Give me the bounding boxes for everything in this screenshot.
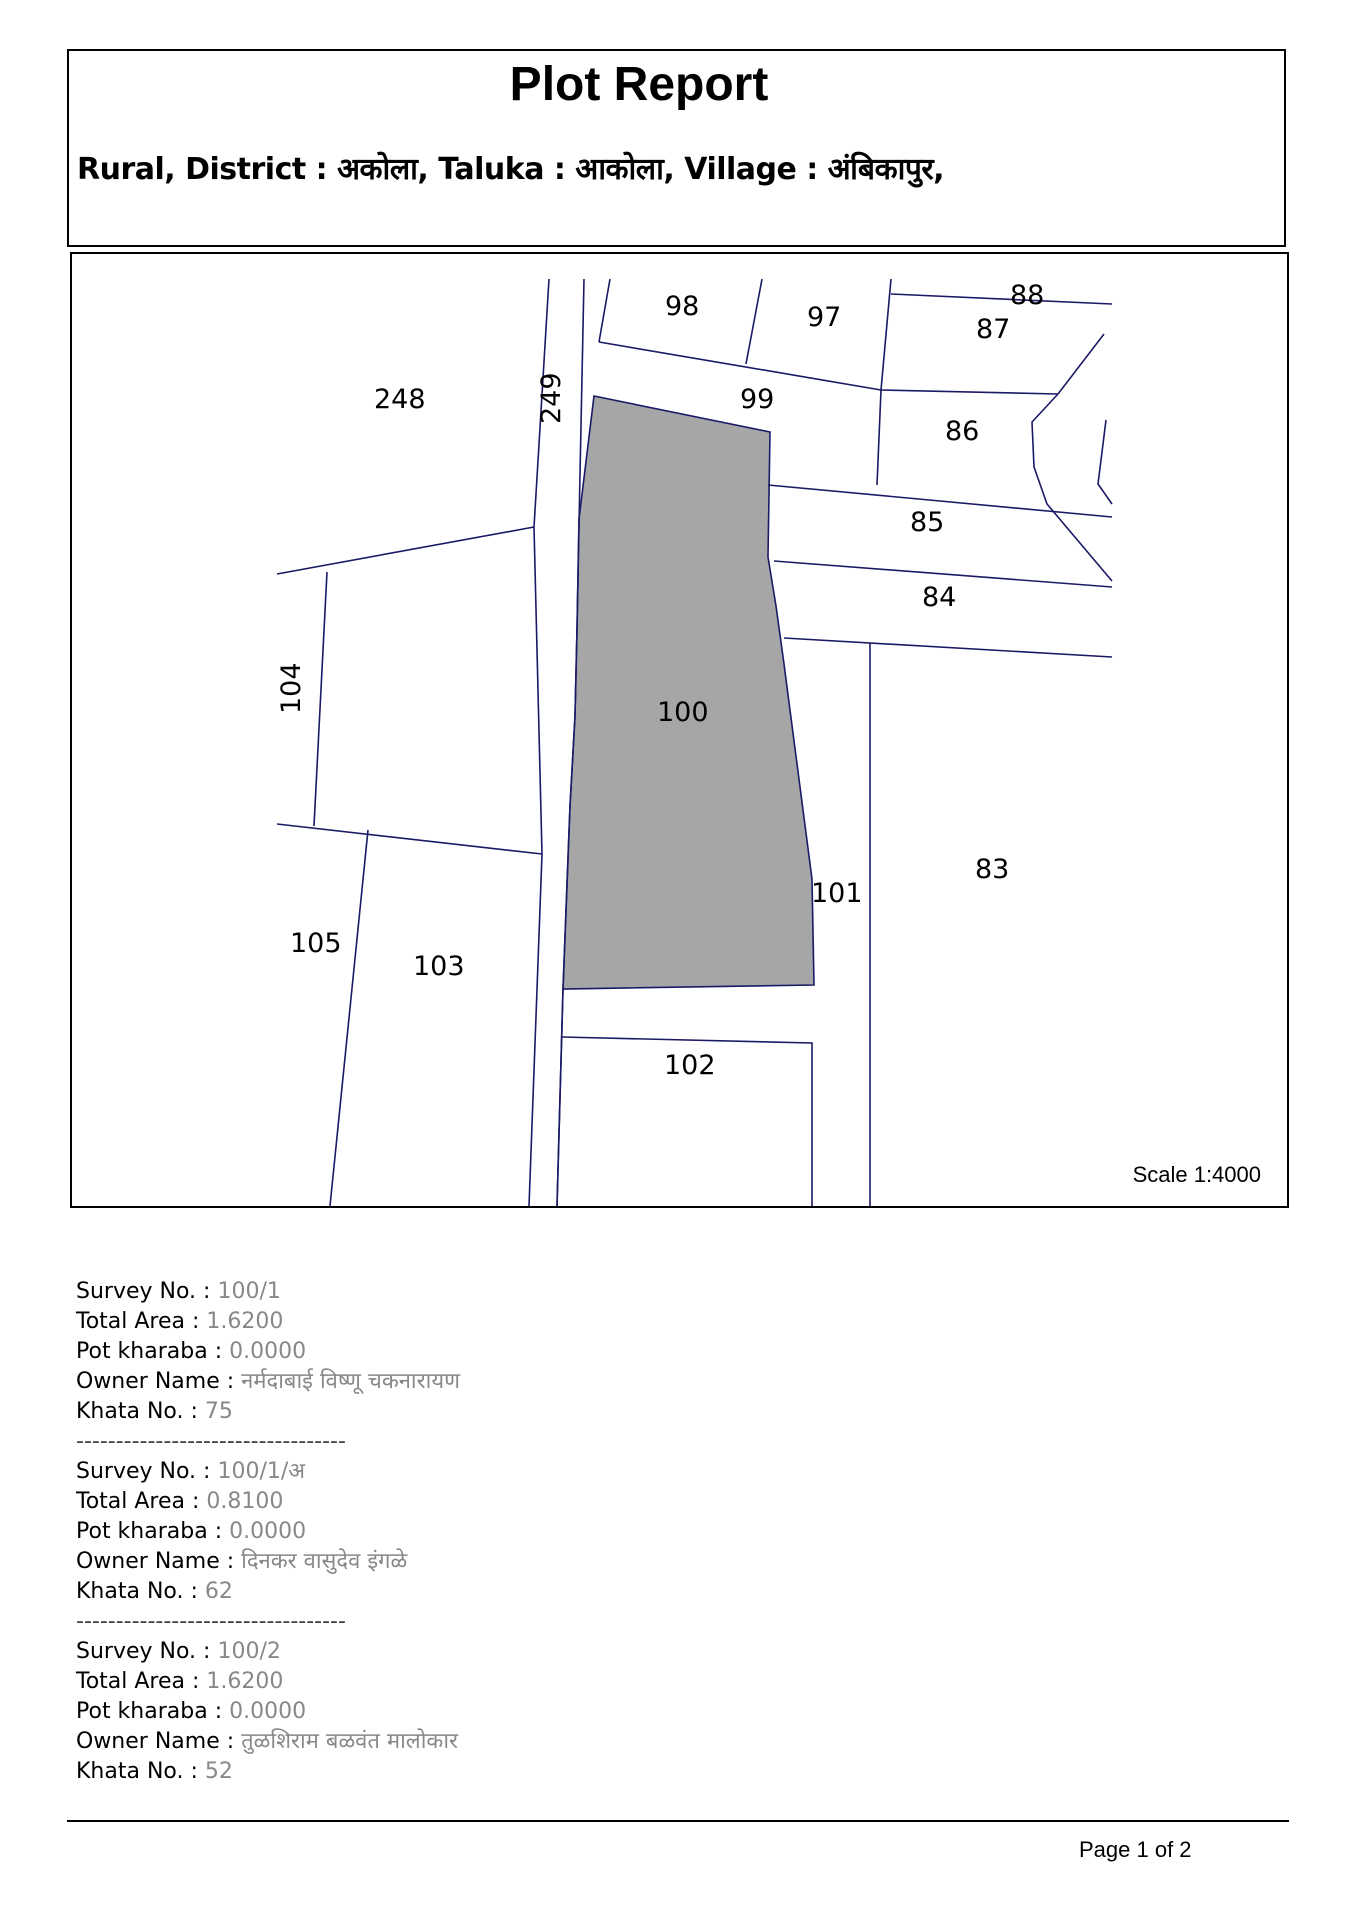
total-area-value: 1.6200 bbox=[206, 1669, 284, 1694]
map-scale: Scale 1:4000 bbox=[1132, 1162, 1261, 1187]
total-area-label: Total Area : bbox=[76, 1309, 200, 1334]
plot-label-83: 83 bbox=[975, 854, 1010, 885]
survey-no-label: Survey No. : bbox=[76, 1639, 211, 1664]
owner-name-value: दिनकर वासुदेव इंगळे bbox=[241, 1549, 408, 1574]
owner-name-label: Owner Name : bbox=[76, 1369, 235, 1394]
plot-label-105: 105 bbox=[290, 928, 342, 959]
plot-label-101: 101 bbox=[811, 878, 863, 909]
total-area-label: Total Area : bbox=[76, 1489, 200, 1514]
plot-label-248: 248 bbox=[374, 384, 426, 415]
pot-kharaba-value: 0.0000 bbox=[229, 1699, 307, 1724]
plot-map[interactable] bbox=[72, 254, 1287, 1206]
plot-label-84: 84 bbox=[922, 582, 957, 613]
plot-label-85: 85 bbox=[910, 507, 945, 538]
survey-record-3 bbox=[76, 1637, 460, 1787]
survey-record-1 bbox=[76, 1277, 460, 1427]
khata-no-value: 75 bbox=[204, 1399, 233, 1424]
owner-name-value: नर्मदाबाई विष्णू चकनारायण bbox=[241, 1369, 460, 1394]
khata-no-value: 62 bbox=[204, 1579, 233, 1604]
survey-no-value: 100/1 bbox=[217, 1279, 281, 1304]
plot-label-88: 88 bbox=[1010, 280, 1045, 311]
pot-kharaba-label: Pot kharaba : bbox=[76, 1699, 223, 1724]
owner-name-label: Owner Name : bbox=[76, 1549, 235, 1574]
plot-label-103: 103 bbox=[413, 951, 465, 982]
footer-divider bbox=[67, 1820, 1289, 1822]
pot-kharaba-value: 0.0000 bbox=[229, 1519, 307, 1544]
pot-kharaba-label: Pot kharaba : bbox=[76, 1339, 223, 1364]
report-header bbox=[67, 49, 1286, 247]
plot-label-249: 249 bbox=[536, 372, 567, 424]
pot-kharaba-value: 0.0000 bbox=[229, 1339, 307, 1364]
khata-no-label: Khata No. : bbox=[76, 1579, 198, 1604]
total-area-value: 0.8100 bbox=[206, 1489, 284, 1514]
khata-no-value: 52 bbox=[204, 1759, 233, 1784]
pot-kharaba-label: Pot kharaba : bbox=[76, 1519, 223, 1544]
total-area-label: Total Area : bbox=[76, 1669, 200, 1694]
khata-no-label: Khata No. : bbox=[76, 1399, 198, 1424]
page-title: Plot Report bbox=[509, 58, 769, 111]
khata-no-label: Khata No. : bbox=[76, 1759, 198, 1784]
plot-100-shape[interactable] bbox=[563, 396, 814, 989]
survey-no-value: 100/1/अ bbox=[217, 1459, 306, 1484]
location-line: Rural, District : अकोला, Taluka : आकोला, Village : अंबिकापुर, bbox=[77, 152, 945, 187]
plot-label-87: 87 bbox=[976, 314, 1011, 345]
survey-details bbox=[76, 1277, 460, 1787]
plot-label-98: 98 bbox=[665, 291, 700, 322]
owner-name-label: Owner Name : bbox=[76, 1729, 235, 1754]
plot-label-97: 97 bbox=[807, 302, 842, 333]
survey-record-2 bbox=[76, 1457, 460, 1607]
plot-label-99: 99 bbox=[740, 384, 775, 415]
plot-label-100: 100 bbox=[657, 697, 709, 728]
survey-no-value: 100/2 bbox=[217, 1639, 281, 1664]
page-number: Page 1 of 2 bbox=[1079, 1837, 1192, 1862]
record-separator: ---------------------------------- bbox=[76, 1609, 346, 1634]
record-separator: ---------------------------------- bbox=[76, 1429, 346, 1454]
plot-label-104: 104 bbox=[276, 662, 307, 714]
map-panel bbox=[70, 252, 1289, 1208]
plot-label-86: 86 bbox=[945, 416, 980, 447]
survey-no-label: Survey No. : bbox=[76, 1459, 211, 1484]
survey-no-label: Survey No. : bbox=[76, 1279, 211, 1304]
owner-name-value: तुळशिराम बळवंत मालोकार bbox=[241, 1729, 459, 1754]
plot-label-102: 102 bbox=[664, 1050, 716, 1081]
total-area-value: 1.6200 bbox=[206, 1309, 284, 1334]
